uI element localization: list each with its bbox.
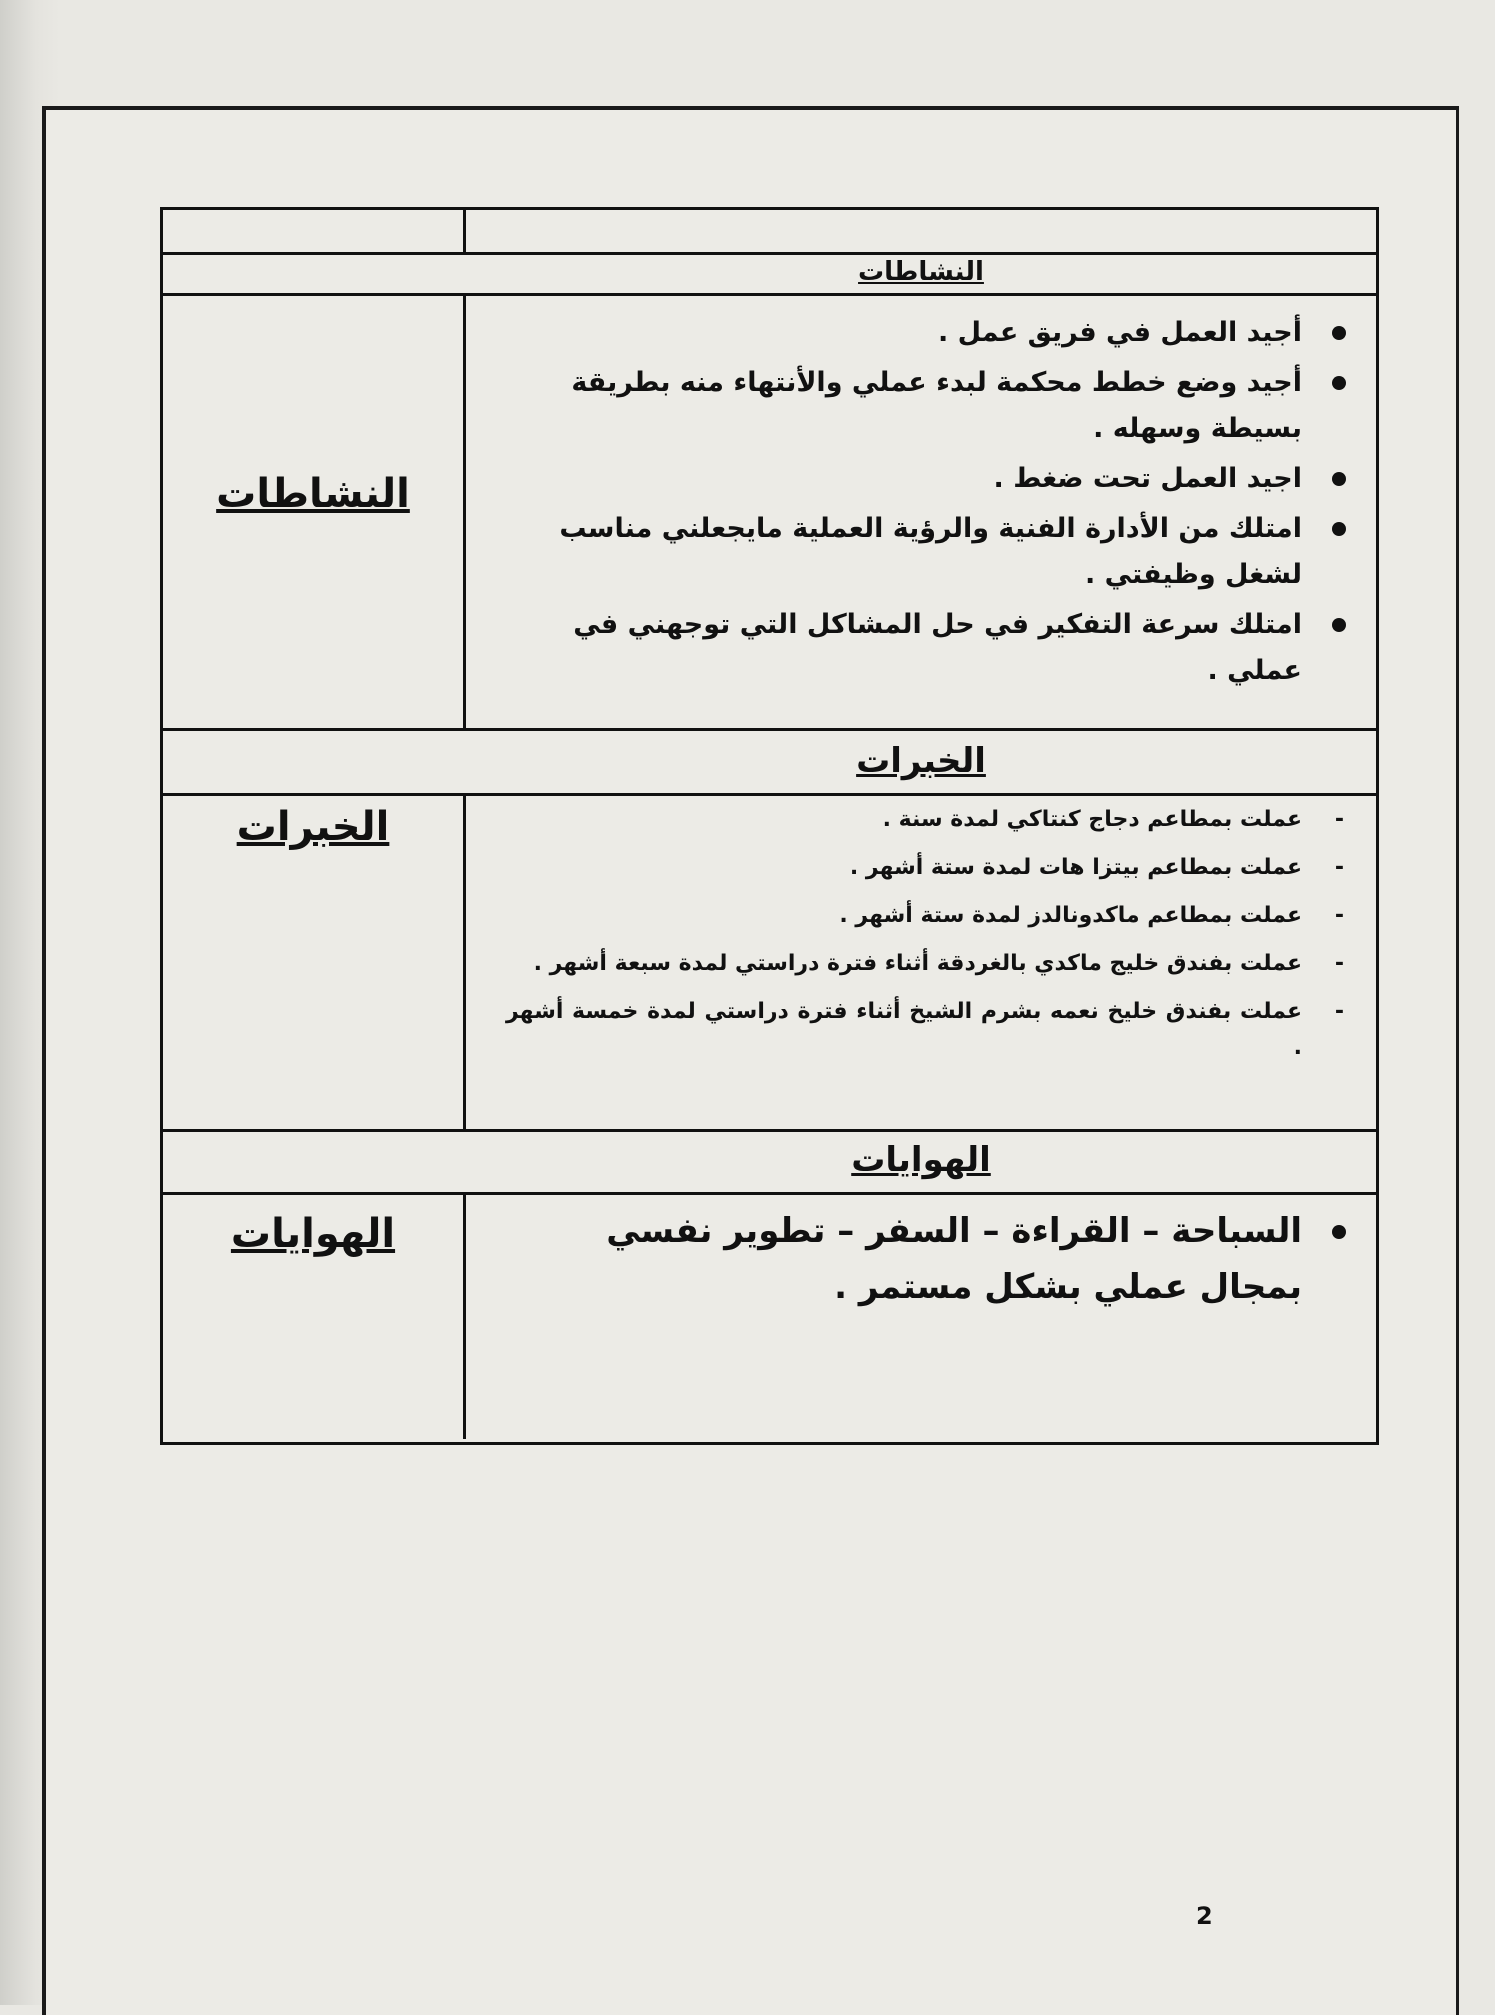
list-item: - عملت بفندق خليخ نعمه بشرم الشيخ أثناء فترة دراستي لمدة خمسة أشهر . — [506, 994, 1346, 1066]
hobbies-heading: الهوايات — [851, 1140, 991, 1180]
list-item: - عملت بمطاعم ماكدونالدز لمدة ستة أشهر . — [506, 898, 1346, 934]
list-item: أجيد العمل في فريق عمل . — [506, 310, 1346, 356]
cv-table — [160, 207, 1379, 1445]
experience-row — [163, 796, 1376, 1132]
activities-list — [506, 310, 1346, 698]
top-left-cell — [163, 210, 466, 252]
bullet-icon — [1332, 326, 1346, 340]
activities-content-cell — [466, 296, 1376, 728]
bullet-icon — [1332, 472, 1346, 486]
activities-row — [163, 296, 1376, 731]
dash-bullet-icon: - — [1334, 951, 1344, 976]
hobbies-label-cell — [163, 1195, 466, 1439]
hobbies-side-label: الهوايات — [230, 1211, 396, 1257]
list-item: - عملت بمطاعم دجاج كنتاكي لمدة سنة . — [506, 802, 1346, 838]
list-item: امتلك سرعة التفكير في حل المشاكل التي توجهني في عملي . — [506, 602, 1346, 694]
hobbies-list — [506, 1203, 1346, 1315]
list-item: - عملت بمطاعم بيتزا هات لمدة ستة أشهر . — [506, 850, 1346, 886]
dash-bullet-icon: - — [1334, 999, 1344, 1024]
experience-heading: الخبرات — [856, 741, 986, 781]
dash-bullet-icon: - — [1334, 807, 1344, 832]
activities-heading: النشاطات — [858, 257, 984, 287]
bullet-icon — [1332, 522, 1346, 536]
page-number: 2 — [1196, 1902, 1213, 1930]
bullet-icon — [1332, 376, 1346, 390]
list-item: أجيد وضع خطط محكمة لبدء عملي والأنتهاء منه بطريقة بسيطة وسهله . — [506, 360, 1346, 452]
experience-side-label: الخبرات — [236, 804, 390, 850]
activities-side-label: النشاطات — [216, 471, 410, 517]
hobbies-row — [163, 1195, 1376, 1439]
dash-bullet-icon: - — [1334, 855, 1344, 880]
list-item: - عملت بفندق خليج ماكدي بالغردقة أثناء فترة دراستي لمدة سبعة أشهر . — [506, 946, 1346, 982]
dash-bullet-icon: - — [1334, 903, 1344, 928]
experience-label-cell — [163, 796, 466, 1129]
list-item: اجيد العمل تحت ضغط . — [506, 456, 1346, 502]
list-item: امتلك من الأدارة الفنية والرؤية العملية مايجعلني مناسب لشغل وظيفتي . — [506, 506, 1346, 598]
experience-list — [506, 802, 1346, 1078]
bullet-icon — [1332, 618, 1346, 632]
experience-heading-row — [163, 731, 1376, 796]
hobbies-content-cell — [466, 1195, 1376, 1439]
activities-heading-row — [163, 255, 1376, 296]
hobbies-heading-row — [163, 1132, 1376, 1195]
table-top-row — [163, 210, 1376, 255]
bullet-icon — [1332, 1225, 1346, 1239]
activities-label-cell — [163, 296, 466, 728]
experience-content-cell — [466, 796, 1376, 1129]
list-item: السباحة – القراءة – السفر – تطوير نفسي بمجال عملي بشكل مستمر . — [506, 1203, 1346, 1315]
